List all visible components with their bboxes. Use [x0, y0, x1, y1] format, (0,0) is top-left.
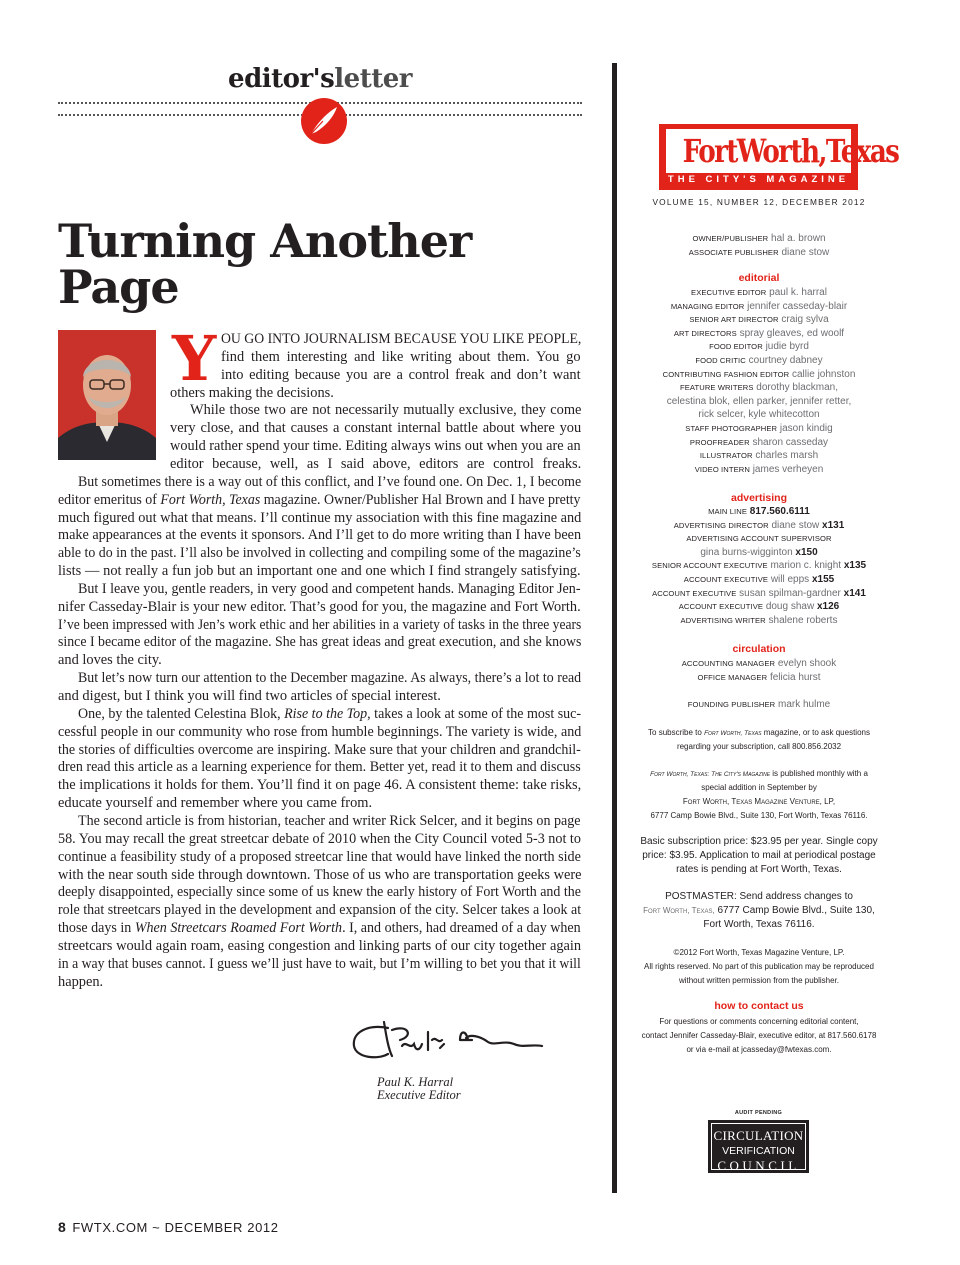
- staff-row: ACCOUNT EXECUTIVE will epps x155: [683, 574, 835, 585]
- article-line: make appearances at the events it sponsors. And I’ll get to do more writing than I have been: [58, 527, 582, 544]
- article-line: 58. You may recall the great streetcar debate of 2010 when the City Council voted 5-3 not to: [58, 830, 581, 847]
- publication-info: Fort Worth, Texas: The City's Magazine is published monthly with a: [650, 769, 868, 778]
- staff-row: STAFF PHOTOGRAPHER jason kindig: [685, 423, 833, 434]
- article-line: find them interesting and like writing about them. You go: [221, 348, 581, 365]
- staff-row: MANAGING EDITOR jennifer casseday-blair: [670, 300, 848, 312]
- article-line: and loves the city.: [58, 652, 162, 669]
- publication-info: Fort Worth, Texas Magazine Venture, LP,: [682, 797, 836, 806]
- postmaster-info: Fort Worth, Texas 76116.: [703, 919, 815, 930]
- copyright-text: All rights reserved. No part of this publication may be reproduced: [644, 962, 874, 971]
- article-line: role that streetcars played in the development and expansion of the city. Selcer takes a look at: [58, 902, 582, 919]
- article-line: the implications it holds for them. You’ll find it on page 46. A consistent theme: take risks,: [58, 777, 582, 794]
- footer-text: FWTX.COM ~ DECEMBER 2012: [72, 1220, 279, 1235]
- price-info: Basic subscription price: $23.95 per year. Single copy: [640, 836, 878, 847]
- column-divider: [612, 63, 617, 1193]
- staff-row: EXECUTIVE EDITOR paul k. harral: [691, 287, 827, 298]
- volume-info: VOLUME 15, NUMBER 12, DECEMBER 2012: [652, 197, 866, 207]
- staff-row: ASSOCIATE PUBLISHER diane stow: [688, 246, 830, 258]
- staff-row: rick selcer, kyle whitecotton: [698, 409, 820, 421]
- subscribe-text: To subscribe to Fort Worth, Texas magazine, or to ask questions: [648, 728, 870, 737]
- article-line: able to do in the past. I’ll also be involved in collecting and compiling some of the magazine’s: [58, 545, 581, 562]
- staff-row: SENIOR ART DIRECTOR craig sylva: [689, 314, 829, 326]
- magazine-logo: FortWorth,Texas THE CITY'S MAGAZINE: [659, 124, 858, 190]
- staff-row: FOOD CRITIC courtney dabney: [695, 355, 823, 366]
- staff-row: SENIOR ACCOUNT EXECUTIVE marion c. knight x135: [651, 560, 867, 572]
- masthead-section-heading: circulation: [732, 643, 786, 655]
- postmaster-info: Fort Worth, Texas, 6777 Camp Bowie Blvd., Suite 130,: [643, 905, 875, 916]
- section-header: [58, 62, 582, 132]
- staff-row: ACCOUNT EXECUTIVE doug shaw x126: [678, 601, 840, 613]
- page-number: 8: [58, 1219, 67, 1235]
- article-line: continue a feasibility study of a proposed streetcar line that would have linked the north side: [58, 848, 581, 865]
- postmaster-info: POSTMASTER: Send address changes to: [665, 891, 853, 902]
- staff-row: ART DIRECTORS spray gleaves, ed woolf: [673, 327, 845, 339]
- article-line: But sometimes there is a way out of this conflict, and I’ve found one. On Dec. 1, I become: [78, 473, 582, 490]
- staff-row: FOOD EDITOR judie byrd: [709, 341, 809, 353]
- article-line: OU GO INTO JOURNALISM BECAUSE YOU LIKE PEOPLE,: [221, 331, 582, 347]
- staff-row: FOUNDING PUBLISHER mark hulme: [687, 699, 831, 710]
- article-line: happen.: [58, 973, 104, 990]
- article-line: nifer Casseday-Blair is your new editor. That’s good for you, the magazine and Fort Worth.: [58, 598, 581, 615]
- article-line: lists — not really a fun job but an important one and one which I find strangely satisfying.: [58, 563, 581, 580]
- staff-row: OWNER/PUBLISHER hal a. brown: [692, 233, 826, 244]
- article-line: The second article is from historian, teacher and writer Rick Selcer, and it begins on page: [78, 812, 581, 829]
- article-line: those days in When Streetcars Roamed Fort Worth. I, and others, had dreamed of a day when: [58, 920, 581, 937]
- staff-row: CONTRIBUTING FASHION EDITOR callie johnston: [662, 368, 856, 380]
- signer-name: Paul K. Harral: [377, 1075, 454, 1089]
- contact-text: contact Jennifer Casseday-Blair, executive editor, at 817.560.6178: [641, 1031, 877, 1040]
- staff-row: PROOFREADER sharon casseday: [689, 436, 829, 448]
- article-line: cessful people in our community who rose from humble beginnings. The variety is wide, and: [58, 723, 582, 740]
- article-line: since I became editor of the magazine. She has great ideas and great execution, and she knows: [58, 634, 582, 651]
- contact-text: or via e-mail at jcasseday@fwtexas.com.: [686, 1045, 832, 1054]
- price-info: price: $3.95. Application to mail at periodical postage: [642, 850, 876, 861]
- article-line: very close, and that causes a constant internal battle about where you: [170, 420, 582, 437]
- article-line: and digest, but I think you will find two articles of special interest.: [58, 688, 441, 704]
- author-photo: [58, 330, 156, 460]
- article-line: deeply disappointed, especially since some of us knew the early history of Fort Worth and the: [58, 884, 581, 901]
- publication-info: special addition in September by: [701, 783, 817, 792]
- section-title: editor'sletter: [228, 64, 412, 94]
- staff-row: celestina blok, ellen parker, jennifer retter,: [666, 395, 852, 407]
- article-line: with the near south side through downtown. Those of us who are transportation geeks were: [58, 866, 582, 883]
- article-line: editor emeritus of Fort Worth, Texas magazine. Owner/Publisher Hal Brown and I have pretty: [58, 491, 581, 508]
- cvc-logo: CIRCULATION VERIFICATION COUNCIL: [708, 1120, 809, 1173]
- staff-row: ACCOUNT EXECUTIVE susan spilman-gardner x141: [652, 587, 866, 599]
- page-footer: [58, 1219, 279, 1235]
- staff-row: ADVERTISING DIRECTOR diane stow x131: [673, 519, 845, 531]
- article-line: One, by the talented Celestina Blok, Rise to the Top, takes a look at some of the most suc-: [78, 705, 582, 722]
- article-line: I’ve been impressed with Jen’s work ethic and her abilities in a variety of tasks in the three years: [58, 616, 582, 633]
- article-line: But I leave you, gentle readers, in very good and competent hands. Managing Editor Jen-: [78, 580, 581, 597]
- quill-pen-icon: [301, 98, 347, 144]
- contact-heading: how to contact us: [714, 1000, 804, 1012]
- staff-row: MAIN LINE 817.560.6111: [708, 506, 810, 517]
- signer-title: Executive Editor: [377, 1088, 461, 1102]
- masthead-section-heading: editorial: [738, 272, 780, 284]
- drop-cap: Y: [172, 322, 217, 395]
- staff-row: ACCOUNTING MANAGER evelyn shook: [681, 658, 837, 669]
- article-line: would rather spend your time. Editing always wins out when you are an: [170, 438, 581, 455]
- article-line: streetcars would again roam, easing congestion and linking parts of our city together again: [58, 937, 582, 954]
- article-line: much figured out what that means. I’ll continue my association with this fine magazine and: [58, 509, 582, 526]
- article-line: educate yourself and remember where you came from.: [58, 795, 373, 812]
- staff-row: ADVERTISING WRITER shalene roberts: [680, 614, 838, 626]
- article-line: dren read this article as a learning experience for them. Better yet, read it to them and discuss: [58, 759, 581, 776]
- article-line: others making the decisions.: [170, 384, 334, 401]
- staff-row: VIDEO INTERN james verheyen: [694, 463, 824, 475]
- subscribe-text: regarding your subscription, call 800.856.2032: [676, 742, 842, 751]
- copyright-text: ©2012 Fort Worth, Texas Magazine Venture, LP.: [673, 948, 845, 957]
- article-line: But let’s now turn our attention to the December magazine. As always, there’s a lot to read: [78, 670, 582, 687]
- staff-row: OFFICE MANAGER felicia hurst: [697, 671, 821, 683]
- signature-image: [348, 1010, 548, 1068]
- article-headline: Turning Another Page: [58, 214, 472, 314]
- article-line: While those two are not necessarily mutually exclusive, they come: [190, 402, 582, 419]
- contact-text: For questions or comments concerning editorial content,: [659, 1017, 859, 1026]
- article-line: into editing because you are a control freak and don’t want: [221, 366, 581, 383]
- copyright-text: without written permission from the publisher.: [678, 976, 840, 985]
- price-info: rates is pending at Fort Worth, Texas.: [676, 864, 842, 875]
- audit-pending-label: AUDIT PENDING: [734, 1110, 783, 1116]
- article-line: editor because, well, as I said above, editors are control freaks.: [170, 455, 582, 472]
- staff-row: ADVERTISING ACCOUNT SUPERVISOR: [686, 534, 832, 544]
- publication-info: 6777 Camp Bowie Blvd., Suite 130, Fort Worth, Texas 76116.: [650, 811, 868, 820]
- masthead-section-heading: advertising: [730, 492, 788, 504]
- staff-row: FEATURE WRITERS dorothy blackman,: [680, 382, 838, 394]
- staff-row: ILLUSTRATOR charles marsh: [699, 450, 819, 462]
- article-line: in a way that buses cannot. I guess we’ll just have to wait, but I’m willing to bet you that it will: [58, 955, 581, 972]
- staff-row: gina burns-wigginton x150: [700, 546, 818, 558]
- article-line: the stories of difficulties overcome are inspiring. Make sure that your children and grandchil-: [58, 741, 581, 758]
